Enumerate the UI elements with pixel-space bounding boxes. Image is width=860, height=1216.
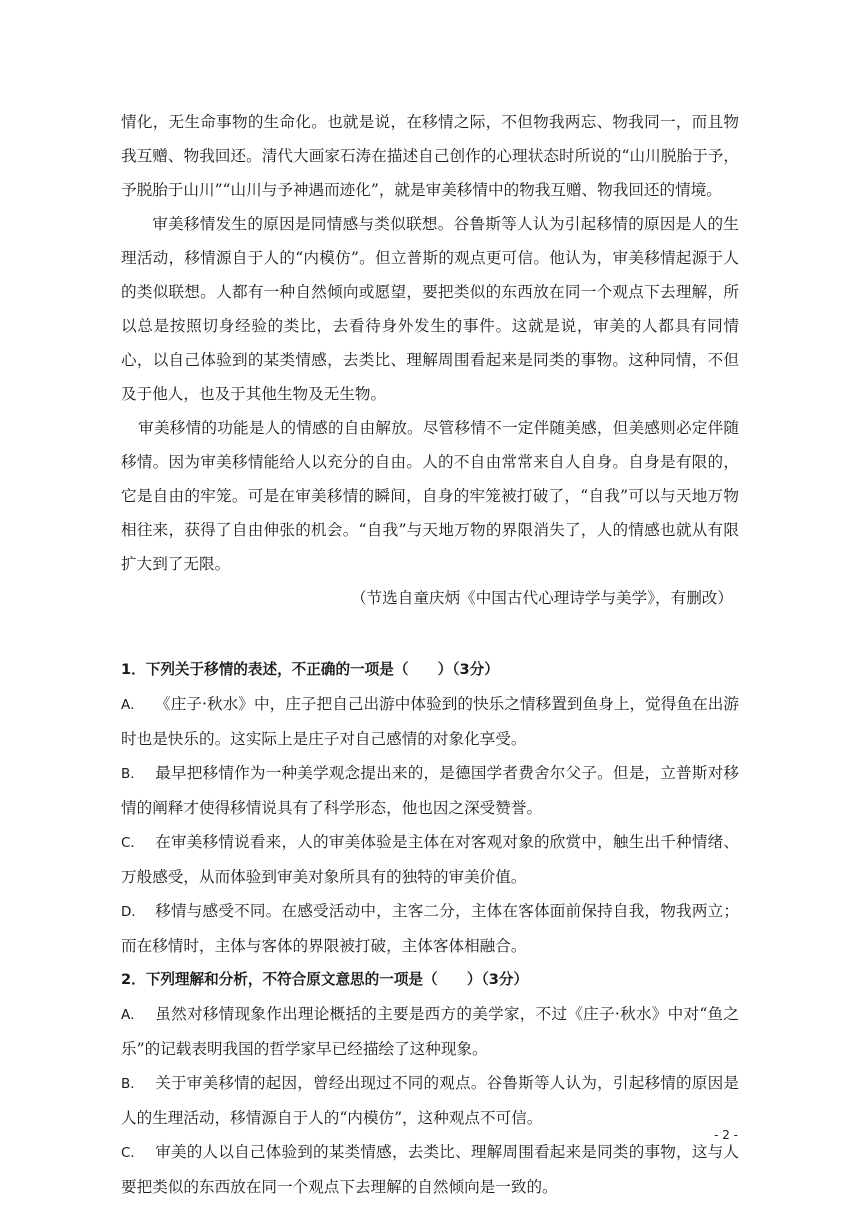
option-letter: A． xyxy=(121,697,144,713)
option-text: 移情与感受不同。在感受活动中，主客二分，主体在客体面前保持自我，物我两立；而在移情时，主体与客体的界限被打破，主体客体相融合。 xyxy=(121,902,739,955)
option-letter: C． xyxy=(121,1145,144,1161)
option-a xyxy=(121,687,739,756)
option-a xyxy=(121,997,739,1066)
passage-paragraph-3: 审美移情的功能是人的情感的自由解放。尽管移情不一定伴随美感，但美感则必定伴随移情。因为审美移情能给人以充分的自由。人的不自由常常来自人自身。自身是有限的，它是自由的牢笼。可是在审美移情的瞬间，自身的牢笼被打破了，“自我”可以与天地万物相往来，获得了自由伸张的机会。“自我”与天地万物的界限消失了，人的情感也就从有限扩大到了无限。 xyxy=(121,419,739,573)
passage-paragraph-2: 审美移情发生的原因是同情感与类似联想。谷鲁斯等人认为引起移情的原因是人的生理活动，移情源自于人的“内模仿”。但立普斯的观点更可信。他认为，审美移情起源于人的类似联想。人都有一种自然倾向或愿望，要把类似的东西放在同一个观点下去理解，所以总是按照切身经验的类比，去看待身外发生的事件。这就是说，审美的人都具有同情心，以自己体验到的某类情感，去类比、理解周围看起来是同类的事物。这种同情，不但及于他人，也及于其他生物及无生物。 xyxy=(121,215,739,403)
option-d xyxy=(121,894,739,963)
option-letter: B． xyxy=(121,766,144,782)
question-stem: 2．下列理解和分析，不符合原文意思的一项是（ ）（3分） xyxy=(121,971,529,988)
page-number: - 2 - xyxy=(714,1128,738,1142)
option-letter: D． xyxy=(121,904,145,920)
option-letter: C． xyxy=(121,835,144,851)
option-letter: A． xyxy=(121,1007,144,1023)
question-1 xyxy=(121,653,739,963)
option-text: 《庄子·秋水》中，庄子把自己出游中体验到的快乐之情移置到鱼身上，觉得鱼在出游时也是快乐的。这实际上是庄子对自己感情的对象化享受。 xyxy=(121,695,739,748)
option-text: 最早把移情作为一种美学观念提出来的，是德国学者费舍尔父子。但是，立普斯对移情的阐释才使得移情说具有了科学形态，他也因之深受赞誉。 xyxy=(121,764,739,817)
option-b xyxy=(121,1066,739,1135)
option-b xyxy=(121,756,739,825)
option-text: 虽然对移情现象作出理论概括的主要是西方的美学家，不过《庄子·秋水》中对“鱼之乐”的记载表明我国的哲学家早已经描绘了这种现象。 xyxy=(121,1005,739,1058)
passage-source: （节选自童庆炳《中国古代心理诗学与美学》，有删改） xyxy=(350,589,733,607)
question-2 xyxy=(121,963,739,1204)
option-text: 在审美移情说看来，人的审美体验是主体在对客观对象的欣赏中，触生出千种情绪、万般感受，从而体验到审美对象所具有的独特的审美价值。 xyxy=(121,833,739,886)
option-letter: B． xyxy=(121,1076,144,1092)
option-text: 关于审美移情的起因，曾经出现过不同的观点。谷鲁斯等人认为，引起移情的原因是人的生理活动，移情源自于人的“内模仿”，这种观点不可信。 xyxy=(121,1074,739,1127)
question-stem: 1．下列关于移情的表述，不正确的一项是（ ）（3分） xyxy=(121,661,499,678)
passage-paragraph-1: 情化，无生命事物的生命化。也就是说，在移情之际，不但物我两忘、物我同一，而且物我互赠、物我回还。清代大画家石涛在描述自己创作的心理状态时所说的“山川脱胎于予，予脱胎于山川”“山川与予神遇而迹化”，就是审美移情中的物我互赠、物我回还的情境。 xyxy=(121,113,739,199)
option-text: 审美的人以自己体验到的某类情感，去类比、理解周围看起来是同类的事物，这与人要把类似的东西放在同一个观点下去理解的自然倾向是一致的。 xyxy=(121,1143,739,1196)
option-c xyxy=(121,825,739,894)
page-content xyxy=(121,105,739,1204)
option-c xyxy=(121,1135,739,1204)
